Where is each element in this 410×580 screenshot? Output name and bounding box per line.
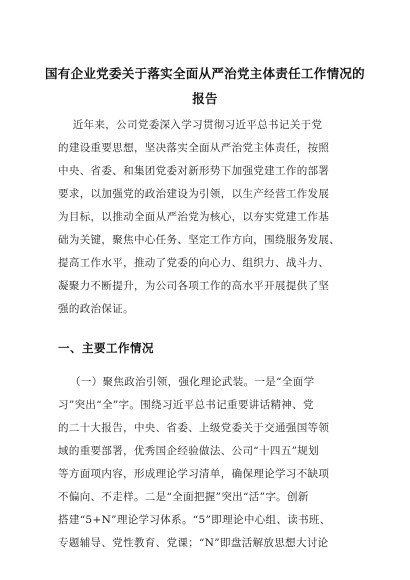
section-line: 域的重要部署，优秀国企经验做法、公司“十四五”规划 [58, 445, 319, 457]
document-title-line-2: 报告 [192, 91, 218, 106]
section-line: 的二十大报告，中央、省委、上级党委关于交通强国等领 [58, 422, 330, 434]
section-line: 搭建“5+N”理论学习体系。“5”即理论中心组、读书班、 [58, 514, 331, 526]
section-line: 等方面项内容，形成理论学习清单，确保理论学习不缺项 [58, 468, 330, 480]
intro-line: 要求，以加强党的政治建设为引领，以生产经营工作发展 [58, 188, 330, 200]
intro-line: 强的政治保证。 [58, 303, 134, 315]
section-line: （一）聚焦政治引领，强化理论武装。一是“全面学 [70, 376, 315, 388]
intro-line: 的建设重要思想，坚决落实全面从严治党主体责任，按照 [58, 142, 330, 154]
section-line: 不偏向、不走样。二是“全面把握”突出“活”字。创新 [58, 491, 309, 503]
intro-line: 为目标，以推动全面从严治党为核心，以夯实党建工作基 [58, 211, 330, 223]
intro-line: 础为关键，聚焦中心任务、坚定工作方向，围绕服务发展、 [58, 234, 341, 246]
intro-line: 提高工作水平，推动了党委的向心力、组织力、战斗力、 [58, 257, 330, 269]
intro-line: 中央、省委、和集团党委对新形势下加强党建工作的部署 [58, 165, 330, 177]
document-title-line-1: 国有企业党委关于落实全面从严治党主体责任工作情况的 [44, 66, 365, 81]
intro-line: 近年来，公司党委深入学习贯彻习近平总书记关于党 [58, 119, 323, 131]
section-line: 习”突出“全”字。围绕习近平总书记重要讲话精神、党 [58, 399, 314, 411]
intro-line: 凝聚力不断提升，为公司各项工作的高水平开展提供了坚 [58, 280, 330, 292]
section-heading: 一、主要工作情况 [58, 341, 154, 355]
section-line: 专题辅导、党性教育、党课；“N”即盘活解放思想大讨论 [58, 537, 329, 549]
